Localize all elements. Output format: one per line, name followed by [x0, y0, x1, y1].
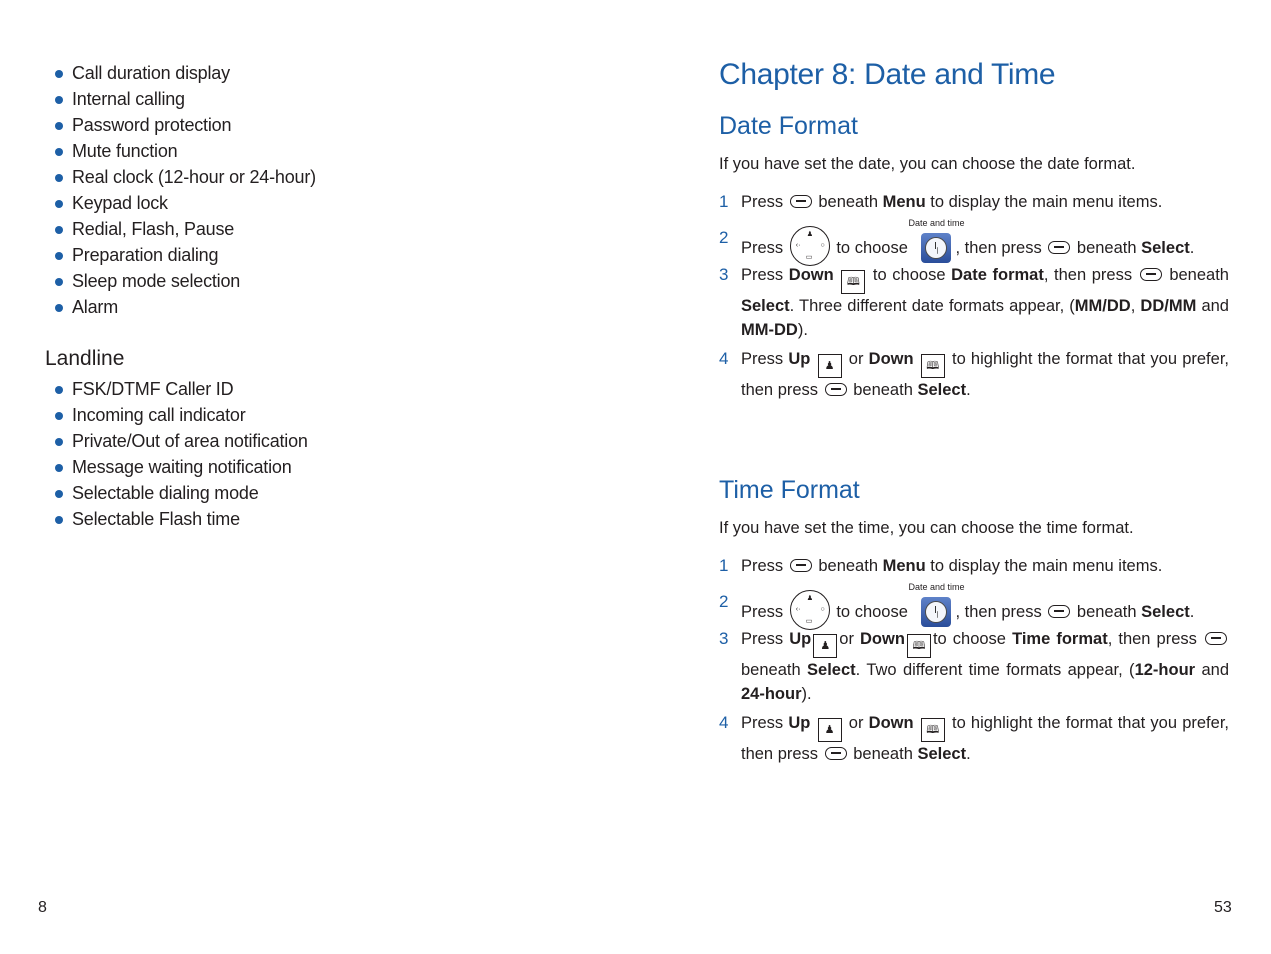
step-number: 3: [719, 265, 729, 284]
soft-key-icon: [1140, 268, 1162, 281]
up-key-icon: ♟: [818, 718, 842, 742]
bullet-icon: [55, 70, 63, 78]
left-page: [0, 0, 635, 954]
up-key-icon: ♟: [818, 354, 842, 378]
step-4: 4 Press Up ♟ or Down 🕮 to highlight the format that you prefer, then press beneath Select.: [719, 713, 1229, 763]
page-number: 8: [38, 899, 47, 916]
down-key-icon: 🕮: [907, 634, 931, 658]
nav-key-icon: ♟ ‹· ○ ▭: [790, 226, 830, 266]
up-key-icon: ♟: [813, 634, 837, 658]
list-item: Preparation dialing: [54, 242, 316, 268]
nav-key-icon: ♟ ‹· ○ ▭: [790, 590, 830, 630]
step-number: 1: [719, 556, 729, 575]
list-item: Private/Out of area notification: [54, 428, 308, 454]
soft-key-icon: [1048, 241, 1070, 254]
section-intro: If you have set the date, you can choose the date format.: [719, 155, 1136, 173]
step-2: 2 Press ♟ ‹· ○ ▭ to choose Date and time , then press beneath Select.: [719, 226, 1229, 266]
date-time-clock-icon: [908, 218, 965, 265]
step-number: 1: [719, 192, 729, 211]
soft-key-icon: [1048, 605, 1070, 618]
step-2: 2 Press ♟ ‹· ○ ▭ to choose Date and time , then press beneath Select.: [719, 590, 1229, 630]
bullet-icon: [55, 490, 63, 498]
list-item: Password protection: [54, 112, 316, 138]
bullet-icon: [55, 438, 63, 446]
list-item: Incoming call indicator: [54, 402, 308, 428]
soft-key-icon: [790, 195, 812, 208]
bullet-icon: [55, 412, 63, 420]
bullet-icon: [55, 516, 63, 524]
soft-key-icon: [790, 559, 812, 572]
page-number: 53: [1214, 899, 1232, 916]
section-intro: If you have set the time, you can choose the time format.: [719, 519, 1134, 537]
list-item: Internal calling: [54, 86, 316, 112]
list-item: Sleep mode selection: [54, 268, 316, 294]
list-item: Mute function: [54, 138, 316, 164]
step-number: 2: [719, 228, 729, 247]
step-3: 3 Press Down 🕮 to choose Date format, then press beneath Select. Three different date formats appear, (MM/DD, DD/MM and MM-DD).: [719, 265, 1229, 339]
list-item: Alarm: [54, 294, 316, 320]
step-1: 1 Press beneath Menu to display the main menu items.: [719, 190, 1229, 214]
step-number: 3: [719, 629, 729, 648]
soft-key-icon: [1205, 632, 1227, 645]
step-number: 4: [719, 349, 729, 368]
bullet-icon: [55, 96, 63, 104]
down-key-icon: 🕮: [921, 718, 945, 742]
icon-caption: Date and time: [908, 218, 965, 228]
list-item: Call duration display: [54, 60, 316, 86]
bullet-icon: [55, 226, 63, 234]
list-item: FSK/DTMF Caller ID: [54, 376, 308, 402]
bullet-icon: [55, 278, 63, 286]
section-heading-time-format: Time Format: [719, 476, 860, 504]
list-item: Selectable Flash time: [54, 506, 308, 532]
step-4: 4 Press Up ♟ or Down 🕮 to highlight the format that you prefer, then press beneath Select.: [719, 349, 1229, 399]
step-number: 2: [719, 592, 729, 611]
list-item: Redial, Flash, Pause: [54, 216, 316, 242]
bullet-icon: [55, 464, 63, 472]
bullet-icon: [55, 252, 63, 260]
feature-list: [54, 60, 316, 320]
down-key-icon: 🕮: [841, 270, 865, 294]
bullet-icon: [55, 386, 63, 394]
list-item: Real clock (12-hour or 24-hour): [54, 164, 316, 190]
bullet-icon: [55, 148, 63, 156]
step-3: 3 Press Up ♟ or Down 🕮 to choose Time format, then press beneath Select. Two different time formats appear, (12-hour and 24-hour).: [719, 629, 1229, 703]
list-item: Selectable dialing mode: [54, 480, 308, 506]
list-item: Keypad lock: [54, 190, 316, 216]
section-heading-date-format: Date Format: [719, 112, 858, 140]
bullet-icon: [55, 200, 63, 208]
down-key-icon: 🕮: [921, 354, 945, 378]
bullet-icon: [55, 304, 63, 312]
icon-caption: Date and time: [908, 582, 965, 592]
bullet-icon: [55, 174, 63, 182]
landline-feature-list: [54, 376, 308, 532]
chapter-title: Chapter 8: Date and Time: [719, 58, 1056, 91]
soft-key-icon: [825, 747, 847, 760]
step-1: 1 Press beneath Menu to display the main menu items.: [719, 554, 1229, 578]
date-time-clock-icon: [908, 582, 965, 629]
soft-key-icon: [825, 383, 847, 396]
bullet-icon: [55, 122, 63, 130]
right-page: [636, 0, 1271, 954]
step-number: 4: [719, 713, 729, 732]
list-item: Message waiting notification: [54, 454, 308, 480]
landline-heading: Landline: [45, 347, 125, 370]
